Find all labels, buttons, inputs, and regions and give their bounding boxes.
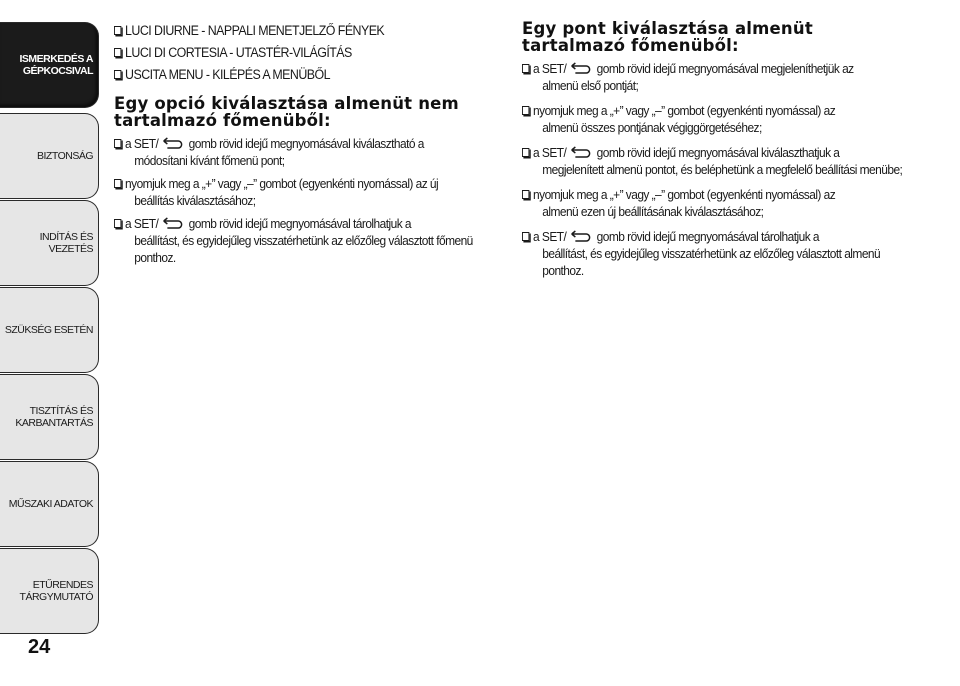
tab-muszaki[interactable] [0, 461, 99, 547]
return-arrow-icon [568, 146, 592, 159]
tab-label: MŰSZAKI ADATOK [8, 497, 93, 510]
return-arrow-icon [568, 62, 592, 75]
list-item: a SET/ gomb rövid idejű megnyomásával megjeleníthetjük az almenü első pontját; [522, 60, 915, 94]
return-arrow-icon [160, 217, 184, 230]
list-item: nyomjuk meg a „+” vagy „–” gombot (egyenkénti nyomással) az új beállítás kiválasztásához; [114, 175, 503, 209]
tab-biztonsag[interactable] [0, 113, 99, 199]
checkbox-bullet-icon [114, 139, 121, 148]
step-list [114, 135, 494, 266]
page-number: 24 [28, 636, 51, 658]
right-column [522, 19, 906, 287]
checkbox-bullet-icon [114, 179, 121, 188]
tab-inditas[interactable] [0, 200, 99, 286]
tab-label: BIZTONSÁG [37, 149, 93, 162]
tab-ismerkedes[interactable] [0, 22, 99, 108]
checkbox-bullet-icon [522, 64, 529, 73]
list-item: a SET/ gomb rövid idejű megnyomásával kiválaszthatjuk a megjelenített almenü pontot, és beléphetünk a megfelelő beállítási menübe; [522, 144, 915, 178]
tab-szukseg[interactable] [0, 287, 99, 373]
list-item: LUCI DI CORTESIA - UTASTÉR-VILÁGÍTÁS [114, 44, 503, 61]
tab-targymutato[interactable] [0, 548, 99, 634]
list-item: nyomjuk meg a „+” vagy „–” gombot (egyenkénti nyomással) az almenü ezen új beállításának kiválasztásához; [522, 186, 915, 220]
left-column [114, 22, 494, 272]
tab-label: SZÜKSÉG ESETÉN [4, 323, 93, 336]
checkbox-bullet-icon [522, 190, 529, 199]
checkbox-bullet-icon [114, 219, 121, 228]
step-list [522, 60, 906, 279]
list-item: a SET/ gomb rövid idejű megnyomásával tárolhatjuk a beállítást, és egyidejűleg visszatérhetünk az előzőleg választott főmenü ponthoz. [114, 215, 503, 266]
list-item: nyomjuk meg a „+” vagy „–” gombot (egyenkénti nyomással) az almenü összes pontjának végiggörgetéséhez; [522, 102, 915, 136]
menu-item-list [114, 22, 494, 83]
tab-label: INDÍTÁS ÉS VEZETÉS [39, 230, 93, 255]
checkbox-bullet-icon [114, 26, 121, 35]
tab-label: TISZTÍTÁS ÉS KARBANTARTÁS [15, 404, 93, 429]
checkbox-bullet-icon [522, 148, 529, 157]
list-item: a SET/ gomb rövid idejű megnyomásával tárolhatjuk a beállítást, és egyidejűleg visszatérhetünk az előzőleg választott almenü ponthoz. [522, 228, 915, 279]
list-item: a SET/ gomb rövid idejű megnyomásával kiválasztható a módosítani kívánt főmenü pont; [114, 135, 503, 169]
tab-label: ISMERKEDÉS A GÉPKOCSIVAL [19, 52, 93, 77]
section-heading: Egy pont kiválasztása almenüt tartalmazó főmenüből: [522, 19, 813, 55]
checkbox-bullet-icon [522, 106, 529, 115]
list-item: USCITA MENU - KILÉPÉS A MENÜBŐL [114, 66, 503, 83]
tab-label: ETŰRENDES TÁRGYMUTATÓ [19, 578, 93, 603]
return-arrow-icon [160, 137, 184, 150]
checkbox-bullet-icon [114, 48, 121, 57]
checkbox-bullet-icon [522, 232, 529, 241]
tab-tisztitas[interactable] [0, 374, 99, 460]
checkbox-bullet-icon [114, 70, 121, 79]
section-heading: Egy opció kiválasztása almenüt nem tartalmazó főmenüből: [114, 94, 459, 130]
return-arrow-icon [568, 230, 592, 243]
list-item: LUCI DIURNE - NAPPALI MENETJELZŐ FÉNYEK [114, 22, 503, 39]
